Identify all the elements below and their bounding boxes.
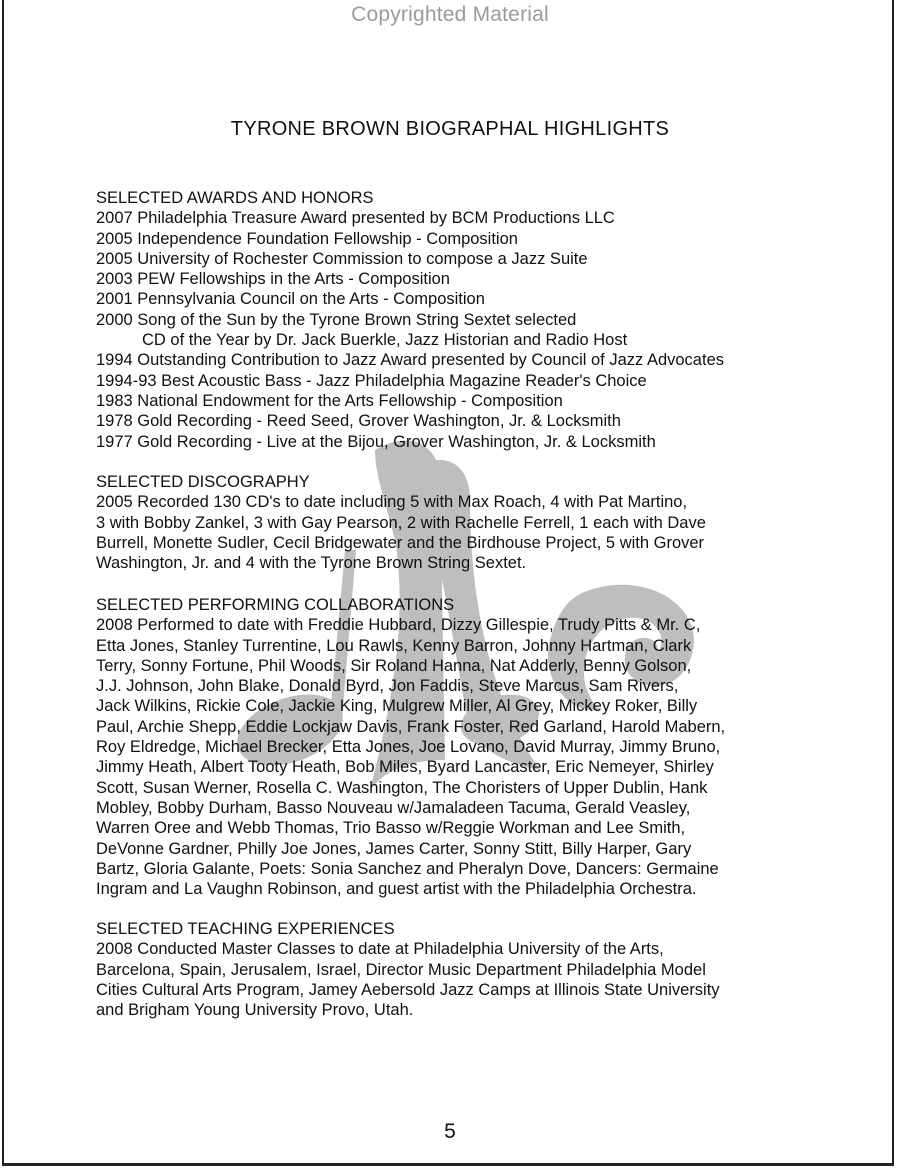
collaborations-line: DeVonne Gardner, Philly Joe Jones, James Carter, Sonny Stitt, Billy Harper, Gary <box>96 839 692 858</box>
discography-line: 2005 Recorded 130 CD's to date including 5 with Max Roach, 4 with Pat Martino, <box>96 493 688 512</box>
page-title: TYRONE BROWN BIOGRAPHAL HIGHLIGHTS <box>230 118 670 140</box>
awards-section <box>96 188 796 452</box>
discography-section <box>96 472 796 573</box>
award-line: 1978 Gold Recording - Reed Seed, Grover Washington, Jr. & Locksmith <box>96 412 621 431</box>
collaborations-line: Bartz, Gloria Galante, Poets: Sonia Sanchez and Pheralyn Dove, Dancers: Germaine <box>96 859 719 878</box>
award-line: 2007 Philadelphia Treasure Award presented by BCM Productions LLC <box>96 209 615 228</box>
award-line: 2000 Song of the Sun by the Tyrone Brown String Sextet selected <box>96 310 577 329</box>
award-line: 2005 University of Rochester Commission to compose a Jazz Suite <box>96 249 588 268</box>
page-number: 5 <box>444 1120 456 1143</box>
discography-line: Washington, Jr. and 4 with the Tyrone Brown String Sextet. <box>96 554 527 573</box>
collaborations-line: Jimmy Heath, Albert Tooty Heath, Bob Miles, Byard Lancaster, Eric Nemeyer, Shirley <box>96 758 714 777</box>
discography-line: Burrell, Monette Sudler, Cecil Bridgewater and the Birdhouse Project, 5 with Grover <box>96 533 705 552</box>
awards-heading: SELECTED AWARDS AND HONORS <box>96 189 374 207</box>
award-line: 1977 Gold Recording - Live at the Bijou, Grover Washington, Jr. & Locksmith <box>96 432 656 451</box>
collaborations-line: Mobley, Bobby Durham, Basso Nouveau w/Jamaladeen Tacuma, Gerald Veasley, <box>96 798 691 817</box>
award-line: 2005 Independence Foundation Fellowship - Composition <box>96 229 518 248</box>
collaborations-line: Jack Wilkins, Rickie Cole, Jackie King, Mulgrew Miller, Al Grey, Mickey Roker, Billy <box>96 697 698 716</box>
teaching-line: Barcelona, Spain, Jerusalem, Israel, Director Music Department Philadelphia Model <box>96 960 706 979</box>
award-line-continued: CD of the Year by Dr. Jack Buerkle, Jazz Historian and Radio Host <box>142 331 628 350</box>
collaborations-line: Terry, Sonny Fortune, Phil Woods, Sir Roland Hanna, Nat Adderly, Benny Golson, <box>96 656 692 675</box>
collaborations-line: Paul, Archie Shepp, Eddie Lockjaw Davis, Frank Foster, Red Garland, Harold Mabern, <box>96 717 726 736</box>
award-line: 1994 Outstanding Contribution to Jazz Award presented by Council of Jazz Advocates <box>96 351 724 370</box>
teaching-heading: SELECTED TEACHING EXPERIENCES <box>96 920 395 938</box>
copyright-watermark: Copyrighted Material <box>351 3 549 26</box>
teaching-line: Cities Cultural Arts Program, Jamey Aebersold Jazz Camps at Illinois State University <box>96 980 720 999</box>
teaching-line: 2008 Conducted Master Classes to date at Philadelphia University of the Arts, <box>96 940 664 959</box>
discography-heading: SELECTED DISCOGRAPHY <box>96 473 310 491</box>
collaborations-line: Scott, Susan Werner, Rosella C. Washington, The Choristers of Upper Dublin, Hank <box>96 778 708 797</box>
award-line: 1994-93 Best Acoustic Bass - Jazz Philadelphia Magazine Reader's Choice <box>96 371 647 390</box>
discography-line: 3 with Bobby Zankel, 3 with Gay Pearson, 2 with Rachelle Ferrell, 1 each with Dave <box>96 513 706 532</box>
award-line: 1983 National Endowment for the Arts Fellowship - Composition <box>96 391 563 410</box>
award-line: 2001 Pennsylvania Council on the Arts - Composition <box>96 290 485 309</box>
award-line: 2003 PEW Fellowships in the Arts - Composition <box>96 270 450 289</box>
collaborations-line: 2008 Performed to date with Freddie Hubbard, Dizzy Gillespie, Trudy Pitts & Mr. C, <box>96 616 701 635</box>
collaborations-line: Roy Eldredge, Michael Brecker, Etta Jones, Joe Lovano, David Murray, Jimmy Bruno, <box>96 738 721 757</box>
teaching-section <box>96 919 796 1020</box>
collaborations-section <box>96 595 796 899</box>
collaborations-heading: SELECTED PERFORMING COLLABORATIONS <box>96 596 455 614</box>
collaborations-line: Etta Jones, Stanley Turrentine, Lou Rawls, Kenny Barron, Johnny Hartman, Clark <box>96 636 692 655</box>
collaborations-line: Ingram and La Vaughn Robinson, and guest artist with the Philadelphia Orchestra. <box>96 880 697 899</box>
teaching-line: and Brigham Young University Provo, Utah. <box>96 1001 414 1020</box>
collaborations-line: J.J. Johnson, John Blake, Donald Byrd, Jon Faddis, Steve Marcus, Sam Rivers, <box>96 677 679 696</box>
collaborations-line: Warren Oree and Webb Thomas, Trio Basso w/Reggie Workman and Lee Smith, <box>96 819 686 838</box>
